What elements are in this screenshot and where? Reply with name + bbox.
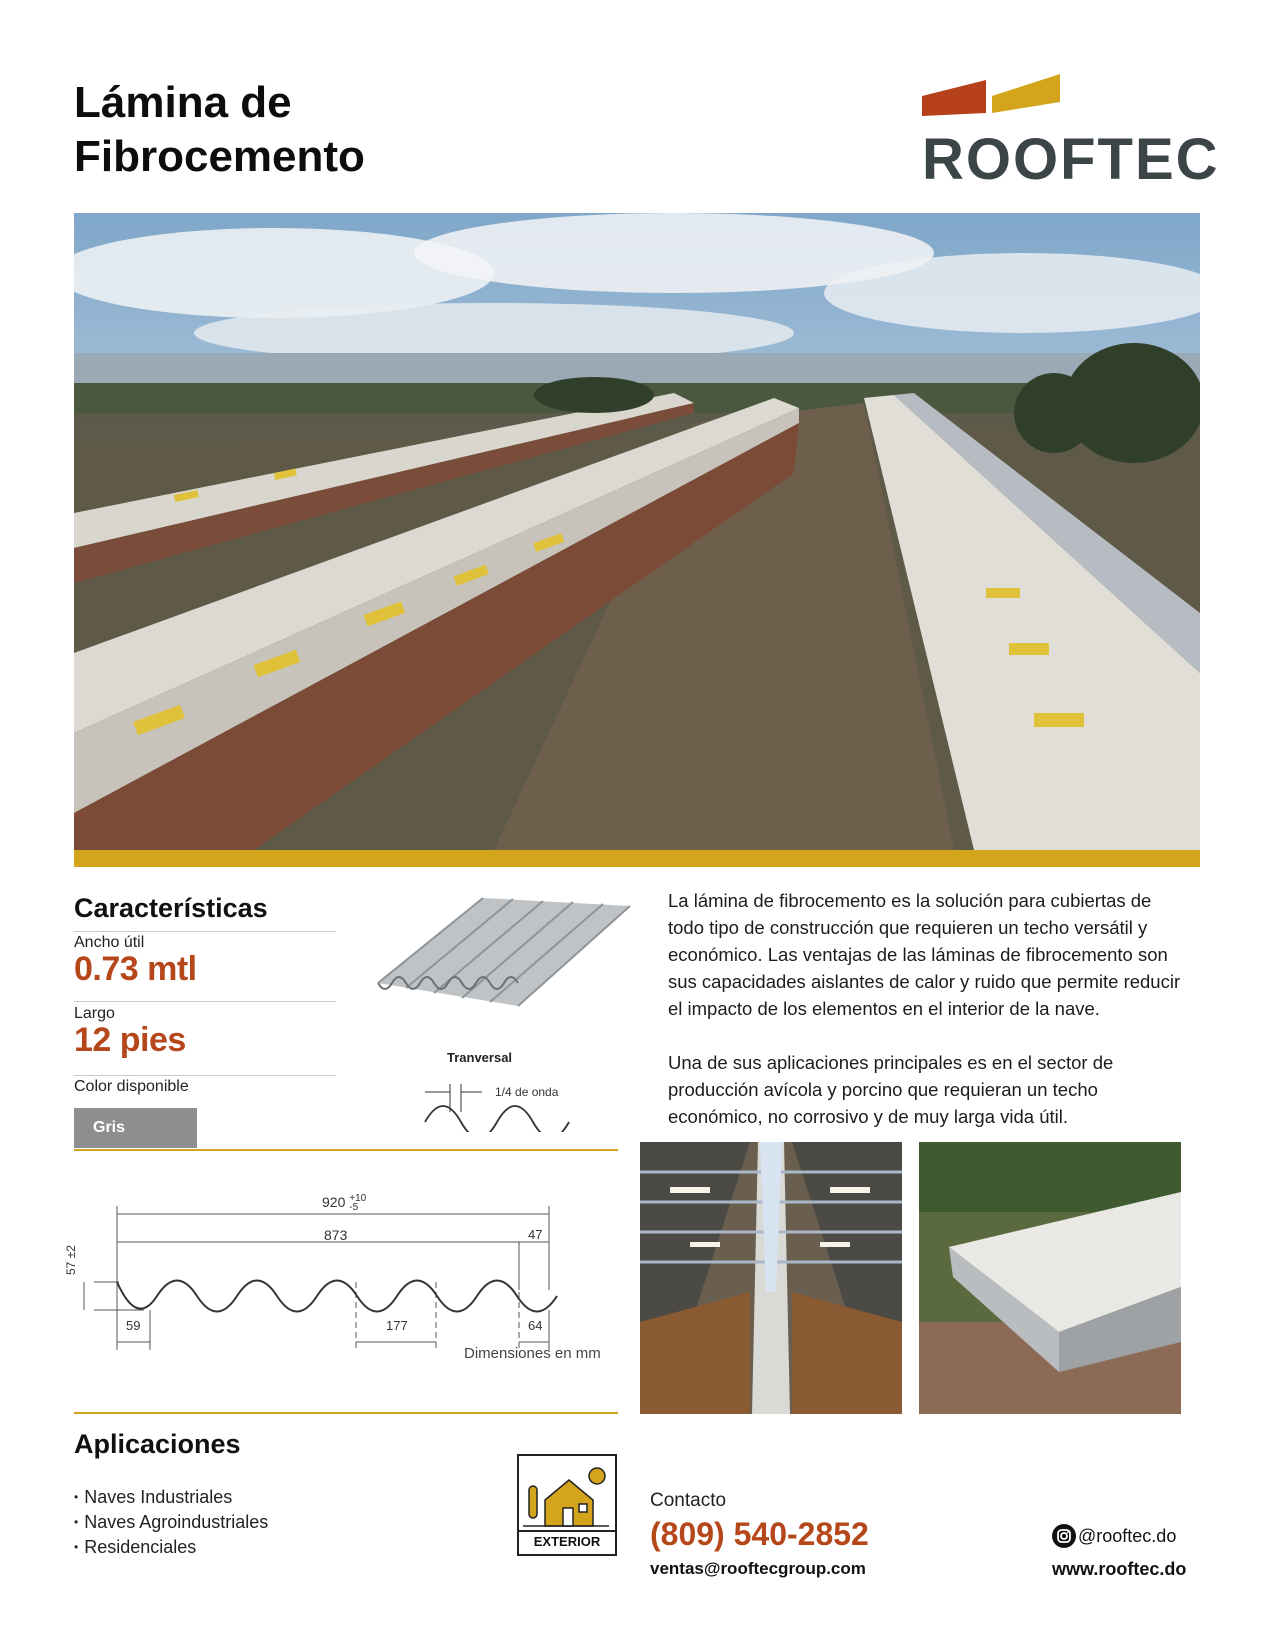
hero-photo-poultry-barns bbox=[74, 213, 1200, 850]
width-value: 0.73 mtl bbox=[74, 950, 197, 988]
description-paragraph-2: Una de sus aplicaciones principales es en el sector de producción avícola y porcino que requieran un techo económico, no corrosivo y de muy larga vida útil. bbox=[668, 1052, 1114, 1127]
description-paragraph-1: La lámina de fibrocemento es la solución para cubiertas de todo tipo de construcción que requieren un techo versátil y económico. Las ventajas de las láminas de fibrocemento son sus capacidades aislantes de calor y ruido que permite reducir el impacto de los elementos en el interior de la nave. bbox=[668, 890, 1181, 1019]
dim-total-tol-plus: +10 bbox=[349, 1193, 367, 1205]
quarter-wave-label: 1/4 de onda bbox=[495, 1085, 559, 1099]
divider bbox=[74, 1075, 336, 1076]
dim-inner: 873 bbox=[324, 1227, 348, 1243]
list-item: • Naves Industriales bbox=[74, 1486, 268, 1511]
description bbox=[668, 887, 1186, 1157]
exterior-badge bbox=[517, 1454, 617, 1556]
length-value: 12 pies bbox=[74, 1021, 186, 1059]
title-line-2: Fibrocemento bbox=[74, 132, 365, 181]
rooftec-logo-mark bbox=[922, 72, 1062, 120]
contact-label: Contacto bbox=[650, 1490, 727, 1511]
dim-overlap: 47 bbox=[528, 1227, 543, 1242]
characteristics-title: Características bbox=[74, 893, 268, 923]
divider bbox=[519, 1530, 615, 1532]
photo-barn-exterior bbox=[919, 1142, 1181, 1414]
list-item: • Residenciales bbox=[74, 1536, 268, 1561]
hero-accent-bar bbox=[74, 850, 1200, 867]
house-icon bbox=[519, 1456, 615, 1530]
dim-total-value: 920 bbox=[322, 1194, 346, 1210]
dim-height-value: 57 bbox=[64, 1261, 78, 1275]
page-title bbox=[74, 76, 365, 184]
dim-total-tol-minus: -5 bbox=[349, 1202, 359, 1214]
dim-height bbox=[64, 1245, 78, 1275]
contact-email[interactable]: ventas@rooftecgroup.com bbox=[650, 1559, 866, 1578]
color-swatch-gray: Gris bbox=[74, 1108, 197, 1148]
rooftec-logo-text: ROOFTEC bbox=[922, 127, 1220, 192]
applications-list bbox=[74, 1486, 268, 1561]
contact-phone[interactable]: (809) 540-2852 bbox=[650, 1516, 869, 1552]
divider bbox=[74, 1001, 336, 1002]
divider bbox=[74, 1149, 618, 1151]
profile-label: Tranversal bbox=[447, 1050, 513, 1065]
dim-pitch: 177 bbox=[386, 1318, 408, 1333]
instagram-handle[interactable]: @rooftec.do bbox=[1078, 1526, 1177, 1546]
length-label: Largo bbox=[74, 1005, 115, 1022]
instagram-icon[interactable] bbox=[1052, 1524, 1076, 1548]
divider bbox=[74, 1412, 618, 1414]
dim-right-offset: 64 bbox=[528, 1318, 543, 1333]
list-item: • Naves Agroindustriales bbox=[74, 1511, 268, 1536]
photo-barn-interior bbox=[640, 1142, 902, 1414]
applications-title: Aplicaciones bbox=[74, 1429, 241, 1459]
dimensions-unit-note: Dimensiones en mm bbox=[464, 1345, 601, 1362]
dim-left-offset: 59 bbox=[126, 1318, 141, 1333]
width-label: Ancho útil bbox=[74, 934, 145, 951]
exterior-badge-label: EXTERIOR bbox=[533, 1534, 601, 1549]
dim-height-tol: ±2 bbox=[64, 1245, 78, 1259]
website-link[interactable]: www.rooftec.do bbox=[1052, 1559, 1187, 1579]
dimensions-diagram bbox=[74, 1190, 620, 1370]
divider bbox=[74, 931, 336, 932]
color-label: Color disponible bbox=[74, 1078, 189, 1095]
title-line-1: Lámina de bbox=[74, 78, 292, 127]
dim-total bbox=[322, 1194, 366, 1212]
sheet-3d-illustration bbox=[368, 888, 638, 1018]
